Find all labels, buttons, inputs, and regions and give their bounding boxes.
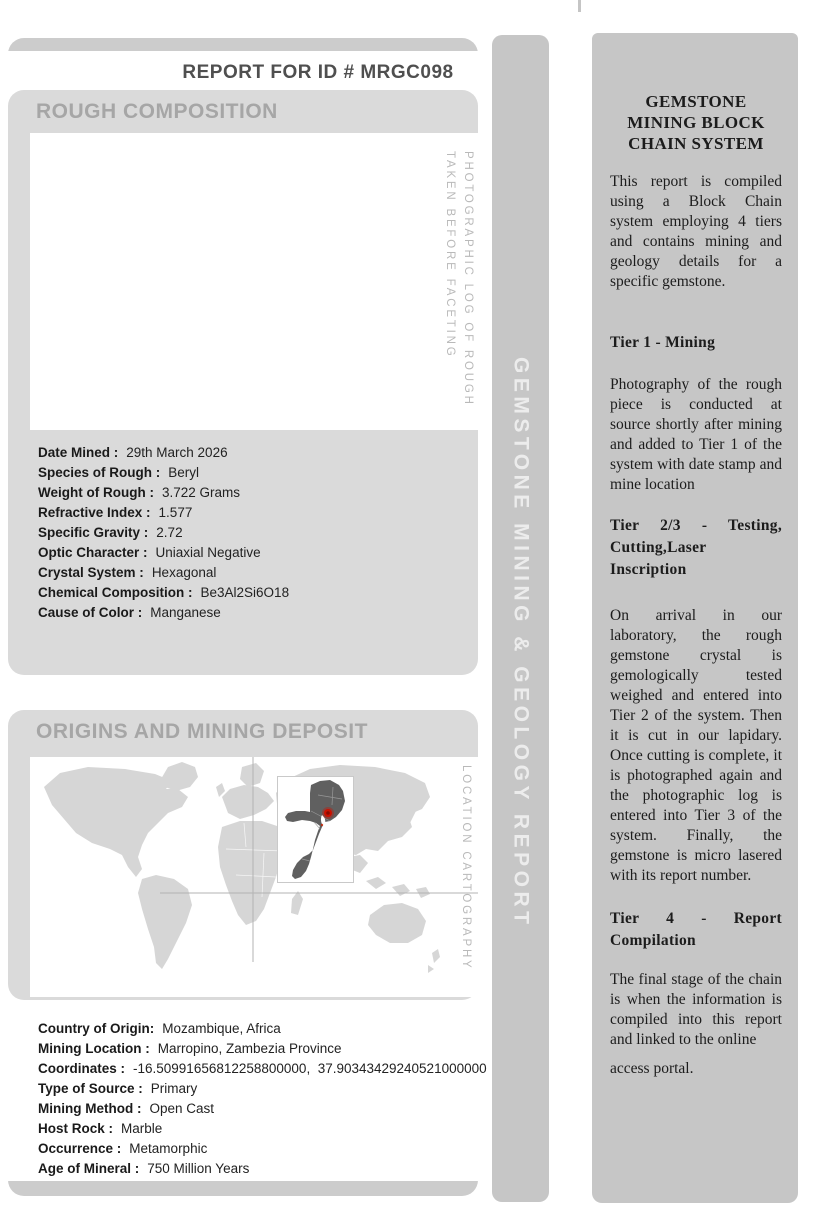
origins-fields — [38, 1021, 487, 1181]
report-content-area — [8, 51, 487, 1181]
field-row: Specific Gravity : 2.72 — [38, 525, 183, 540]
field-row: Coordinates : -16.50991656812258800000, 37.90343429240521000000 — [38, 1061, 487, 1076]
field-row: Date Mined : 29th March 2026 — [38, 445, 228, 460]
report-spine — [492, 35, 549, 1202]
tier1-heading: Tier 1 - Mining — [610, 334, 716, 351]
spine-title: GEMSTONE MINING & GEOLOGY REPORT — [509, 357, 533, 929]
world-map-graphic — [30, 757, 478, 997]
tier4-heading: Tier 4 - Report Compilation — [610, 910, 782, 949]
field-row: Host Rock : Marble — [38, 1121, 163, 1136]
field-row: Chemical Composition : Be3Al2Si6O18 — [38, 585, 290, 600]
origins-section — [8, 710, 478, 1000]
field-row: Country of Origin: Mozambique, Africa — [38, 1021, 281, 1036]
rough-composition-fields — [38, 445, 289, 625]
field-row: Occurrence : Metamorphic — [38, 1141, 208, 1156]
map-caption: LOCATION CARTOGRAPHY — [460, 765, 472, 971]
blockchain-sidebar — [592, 33, 798, 1203]
tier23-body: On arrival in our laboratory, the rough gemstone crystal is gemologically tested weighed and entered into Tier 2 of the system. Then it is cut in our lapidary. Once cutting is complete, it is photographed again and the photographic log is entered into Tier 3 of the system. Finally, the gemstone is micro lasered with its report number. — [610, 607, 782, 884]
origins-heading: ORIGINS AND MINING DEPOSIT — [36, 720, 368, 743]
tier1-body: Photography of the rough piece is conducted at source shortly after mining and added to Tier 1 of the system with date stamp and mine location — [610, 376, 782, 493]
report-title: REPORT FOR ID # MRGC098 — [182, 62, 454, 83]
mozambique-inset-map — [277, 776, 354, 883]
mozambique-graphic — [278, 777, 353, 882]
rough-composition-heading: ROUGH COMPOSITION — [36, 100, 278, 123]
world-map — [30, 757, 478, 997]
field-row: Type of Source : Primary — [38, 1081, 198, 1096]
sidebar-title: GEMSTONE MINING BLOCK CHAIN SYSTEM — [627, 92, 765, 153]
top-tick-mark — [578, 0, 581, 12]
tier4-body-continued: access portal. — [610, 1060, 694, 1077]
field-row: Optic Character : Uniaxial Negative — [38, 545, 261, 560]
field-row: Cause of Color : Manganese — [38, 605, 221, 620]
field-row: Mining Method : Open Cast — [38, 1101, 215, 1116]
rough-composition-section — [8, 90, 478, 675]
photo-caption-line1: PHOTOGRAPHIC LOG OF ROUGH — [462, 151, 474, 407]
sidebar-intro: This report is compiled using a Block Chain system employing 4 tiers and contains mining and geology details for a specific gemstone. — [610, 173, 782, 290]
tier23-heading: Tier 2/3 - Testing, Cutting,Laser Inscription — [610, 517, 782, 578]
report-document — [8, 38, 487, 1196]
photo-caption — [441, 151, 477, 407]
field-row: Refractive Index : 1.577 — [38, 505, 193, 520]
field-row: Weight of Rough : 3.722 Grams — [38, 485, 241, 500]
rough-photo-area — [30, 133, 478, 430]
field-row: Species of Rough : Beryl — [38, 465, 200, 480]
field-row: Mining Location : Marropino, Zambezia Province — [38, 1041, 342, 1056]
photo-caption-line2: TAKEN BEFORE FACETING — [444, 151, 456, 359]
field-row: Age of Mineral : 750 Million Years — [38, 1161, 250, 1176]
tier4-body: The final stage of the chain is when the information is compiled into this report and linked to the online — [610, 971, 782, 1048]
field-row: Crystal System : Hexagonal — [38, 565, 217, 580]
